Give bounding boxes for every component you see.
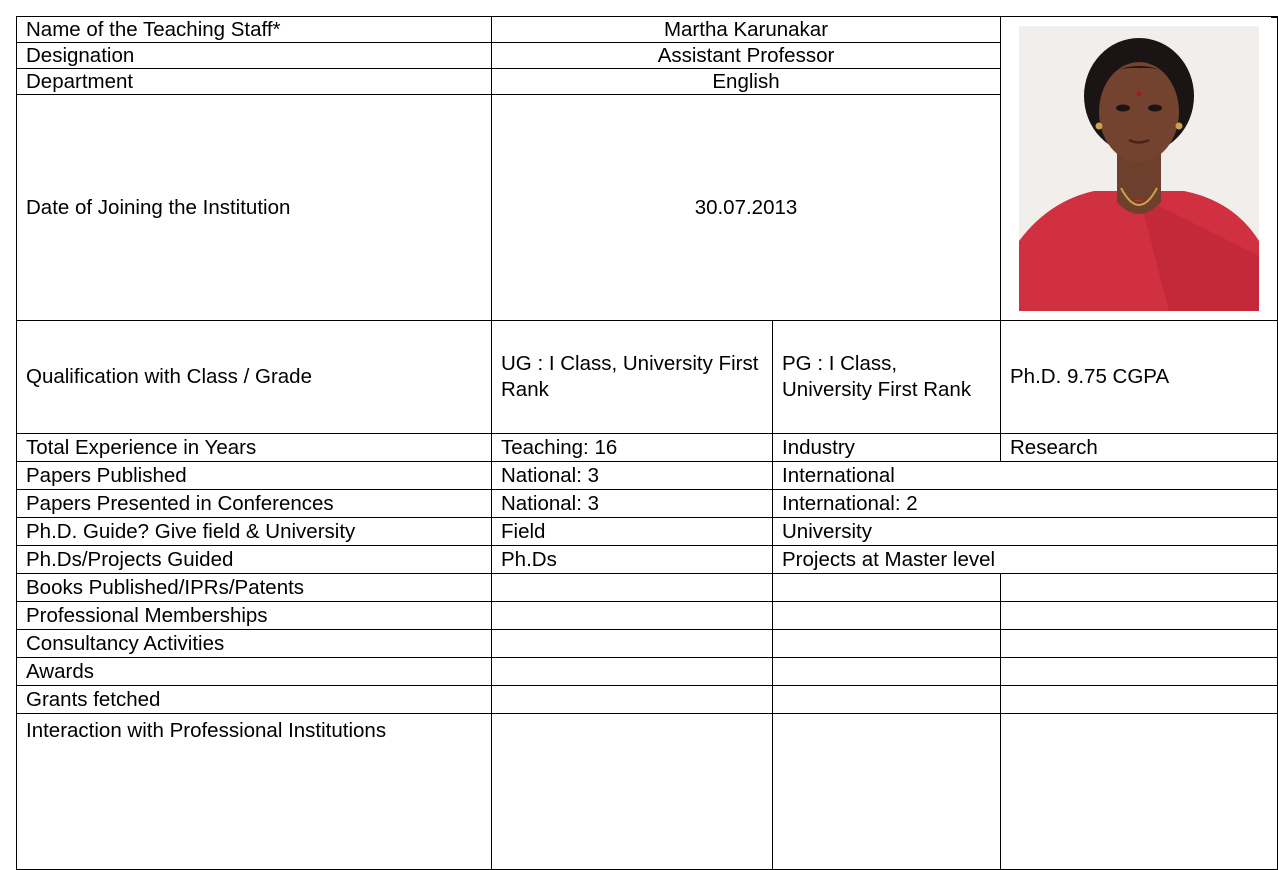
experience-research: Research [1000,433,1278,462]
interaction-col4 [1000,713,1278,870]
staff-photo [1019,26,1259,311]
awards-col3 [772,657,1001,686]
guided-projects: Projects at Master level [772,545,1278,574]
papers-published-national: National: 3 [491,461,773,490]
department-label: Department [16,68,492,95]
books-col3 [772,573,1001,602]
phd-guide-label: Ph.D. Guide? Give field & University [16,517,492,546]
phd-guide-field: Field [491,517,773,546]
memberships-col4 [1000,601,1278,630]
interaction-col3 [772,713,1001,870]
photo-cell [1000,16,1278,321]
consultancy-col3 [772,629,1001,658]
qualification-label: Qualification with Class / Grade [16,320,492,434]
qualification-pg: PG : I Class, University First Rank [772,320,1001,434]
awards-col2 [491,657,773,686]
name-value: Martha Karunakar [491,16,1001,43]
guided-label: Ph.Ds/Projects Guided [16,545,492,574]
grants-col2 [491,685,773,714]
consultancy-col2 [491,629,773,658]
grants-label: Grants fetched [16,685,492,714]
qualification-phd: Ph.D. 9.75 CGPA [1000,320,1278,434]
phd-guide-university: University [772,517,1278,546]
interaction-label: Interaction with Professional Institutions [16,713,492,870]
memberships-col2 [491,601,773,630]
grants-col4 [1000,685,1278,714]
designation-value: Assistant Professor [491,42,1001,69]
papers-presented-label: Papers Presented in Conferences [16,489,492,518]
awards-label: Awards [16,657,492,686]
papers-published-international: International [772,461,1278,490]
papers-presented-international: International: 2 [772,489,1278,518]
books-col2 [491,573,773,602]
memberships-label: Professional Memberships [16,601,492,630]
joining-date-label: Date of Joining the Institution [16,94,492,321]
joining-date-value: 30.07.2013 [491,94,1001,321]
grants-col3 [772,685,1001,714]
books-col4 [1000,573,1278,602]
qualification-ug: UG : I Class, University First Rank [491,320,773,434]
experience-teaching: Teaching: 16 [491,433,773,462]
books-label: Books Published/IPRs/Patents [16,573,492,602]
department-value: English [491,68,1001,95]
name-label: Name of the Teaching Staff* [16,16,492,43]
consultancy-label: Consultancy Activities [16,629,492,658]
interaction-col2 [491,713,773,870]
table-corner-mark [1271,17,1277,18]
guided-phds: Ph.Ds [491,545,773,574]
consultancy-col4 [1000,629,1278,658]
designation-label: Designation [16,42,492,69]
experience-industry: Industry [772,433,1001,462]
awards-col4 [1000,657,1278,686]
experience-label: Total Experience in Years [16,433,492,462]
papers-presented-national: National: 3 [491,489,773,518]
memberships-col3 [772,601,1001,630]
papers-published-label: Papers Published [16,461,492,490]
